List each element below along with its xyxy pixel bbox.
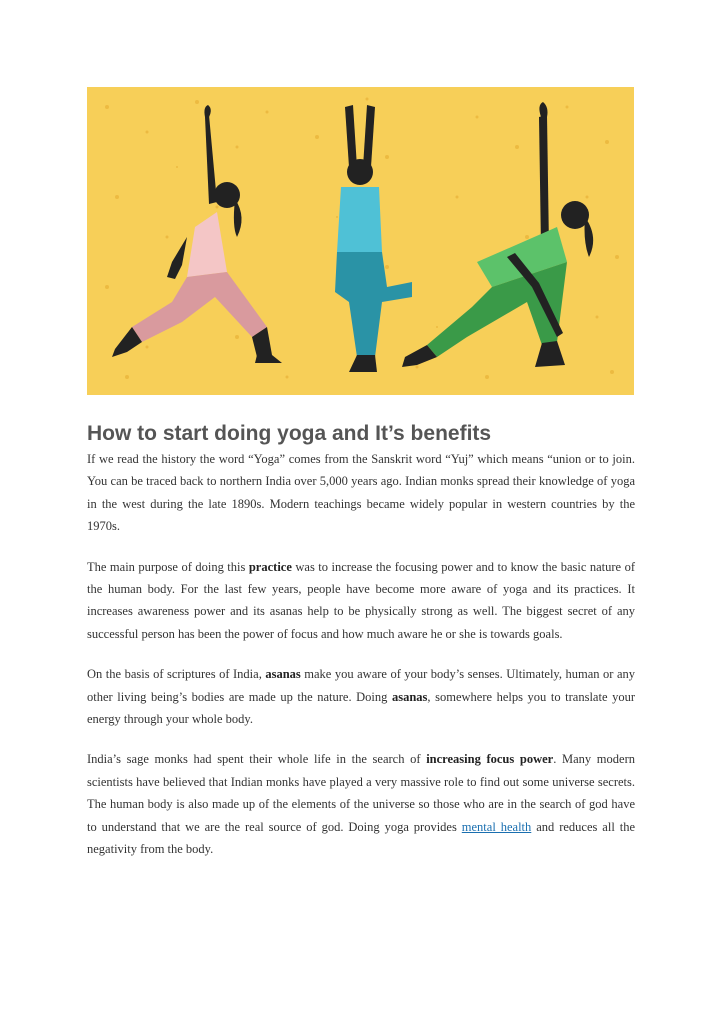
text-span: The main purpose of doing this [87,559,249,574]
text-span: , somewhere helps you to translate your energy through your whole body. [87,689,635,727]
paragraph-asanas [87,663,635,730]
yoga-poses-illustration-icon [87,87,634,395]
text-span: India’s sage monks had spent their whole life in the search of [87,752,427,767]
text-span: was to increase the focusing power and to know the basic nature of the human body. For the last few years, people have become more aware of yoga and its practices. It increases awareness power and its asanas help to be physically strong as well. The biggest secret of any successful person has been the power of focus and how much aware he or she is towards goals. [87,559,635,641]
text-span: On the basis of scriptures of India, [87,667,266,682]
bold-asanas: asanas [391,689,428,704]
hero-image [87,87,634,395]
text-span: make you aware of your body’s senses. Ultimately, human or any other living being’s bodies are made up the nature. Doing [87,667,636,704]
bold-practice: practice [248,559,292,574]
paragraph-history: If we read the history the word “Yoga” comes from the Sanskrit word “Yuj” which means “union or to join. You can be traced back to northern India over 5,000 years ago. Indian monks spread their knowledge of yoga in the west during the late 1890s. Modern teachings became widely popular in western countries by the 1970s. [87,452,635,534]
paragraph-monks [87,748,635,860]
text-span: . Many modern scientists have believed that Indian monks have played a very massive role to find out some universe secrets. The human body is also made up of the elements of the universe so those who are in the search of god have to understand that we are the real source of god. Doing yoga provides [87,752,635,834]
bold-increasing-focus-power: increasing focus power [426,752,554,767]
bold-asanas: asanas [265,667,301,682]
mental-health-link[interactable]: mental health [461,819,532,834]
article-title: How to start doing yoga and It’s benefits [87,422,492,445]
paragraph-purpose [87,556,635,646]
article-body [87,448,635,879]
text-span: and reduces all the negativity from the body. [87,819,635,857]
